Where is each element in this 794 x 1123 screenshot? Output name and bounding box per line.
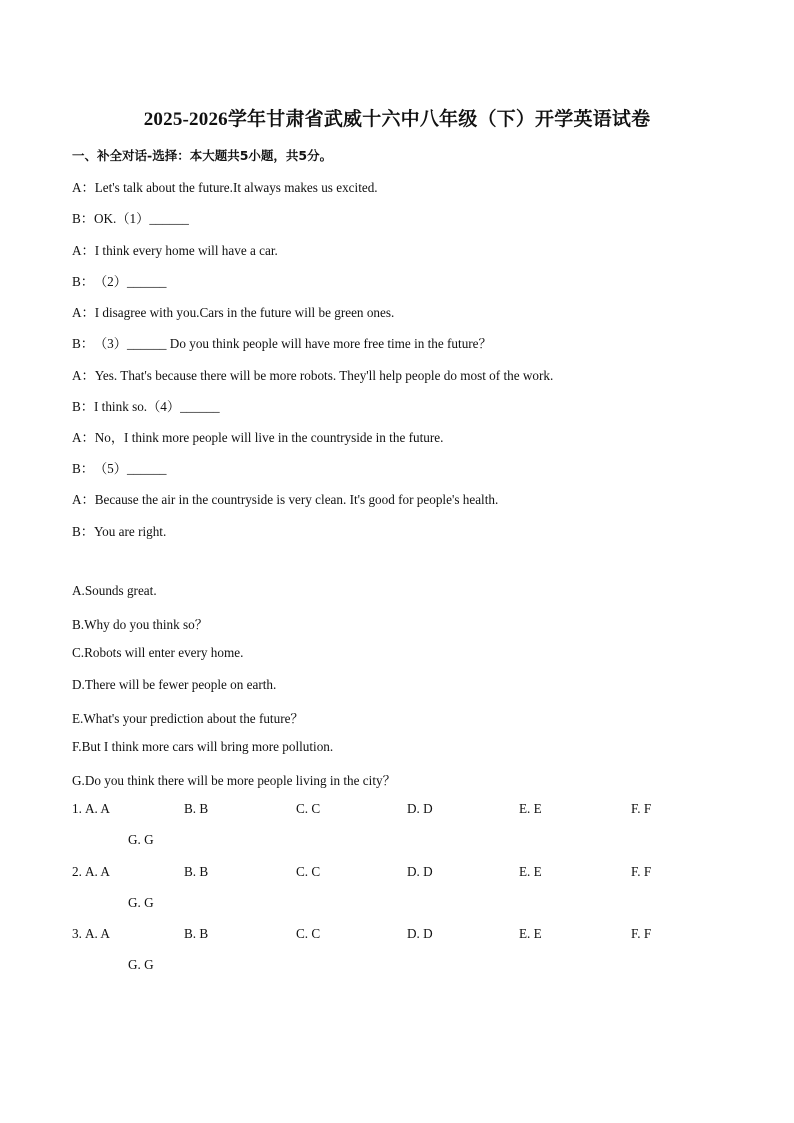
choice-option[interactable]: E. E xyxy=(519,864,542,879)
choice-option[interactable]: G. G xyxy=(128,957,154,972)
speaker-label: B： xyxy=(72,461,94,476)
choice-option[interactable]: E. E xyxy=(519,926,542,941)
dialogue-line xyxy=(72,240,278,259)
dialogue-line xyxy=(72,333,492,352)
answer-blank: ______ xyxy=(149,211,189,226)
question-number: 3. xyxy=(72,926,82,941)
speaker-label: A： xyxy=(72,305,95,320)
speaker-label: B： xyxy=(72,399,94,414)
choice-option[interactable]: A. A xyxy=(85,926,110,941)
question-row xyxy=(72,864,722,910)
dialogue-text: Let's talk about the future.It always makes us excited. xyxy=(94,180,378,195)
dialogue-text: You are right. xyxy=(93,524,167,539)
question-row xyxy=(72,926,722,972)
dialogue-text: No，I think more people will live in the countryside in the future. xyxy=(94,430,444,445)
choice-option[interactable]: D. D xyxy=(407,864,433,879)
dialogue-text: OK.（1） xyxy=(93,211,150,226)
choice-option[interactable]: A. A xyxy=(85,864,110,879)
choice-option[interactable]: B. B xyxy=(184,926,209,941)
choice-option[interactable]: D. D xyxy=(407,801,433,816)
choice-option[interactable]: F. F xyxy=(631,926,652,941)
speaker-label: B： xyxy=(72,524,94,539)
speaker-label: A： xyxy=(72,180,95,195)
answer-option: C.Robots will enter every home. xyxy=(72,645,244,660)
dialogue-line xyxy=(72,177,378,196)
answer-option: G.Do you think there will be more people living in the city？ xyxy=(72,773,396,788)
choice-option[interactable]: F. F xyxy=(631,864,652,879)
dialogue-text: I think so.（4） xyxy=(93,399,181,414)
choice-option[interactable]: C. C xyxy=(296,801,321,816)
dialogue-line xyxy=(72,208,189,227)
answer-blank: ______ xyxy=(180,399,220,414)
choice-option[interactable]: C. C xyxy=(296,864,321,879)
question-number: 2. xyxy=(72,864,82,879)
choice-option[interactable]: B. B xyxy=(184,801,209,816)
speaker-label: B： xyxy=(72,336,94,351)
dialogue-text: （5） xyxy=(93,461,127,476)
dialogue-text: I think every home will have a car. xyxy=(94,243,278,258)
question-row xyxy=(72,801,722,847)
dialogue-line xyxy=(72,271,167,290)
speaker-label: A： xyxy=(72,430,95,445)
speaker-label: B： xyxy=(72,274,94,289)
answer-option: E.What's your prediction about the future？ xyxy=(72,711,304,726)
dialogue-line xyxy=(72,489,498,508)
answer-option: F.But I think more cars will bring more pollution. xyxy=(72,739,334,754)
question-number: 1. xyxy=(72,801,82,816)
speaker-label: A： xyxy=(72,368,95,383)
choice-option[interactable]: D. D xyxy=(407,926,433,941)
exam-title: 2025-2026学年甘肃省武威十六中八年级（下）开学英语试卷 xyxy=(143,109,651,130)
choice-option[interactable]: B. B xyxy=(184,864,209,879)
answer-option: D.There will be fewer people on earth. xyxy=(72,677,277,692)
section-heading: 一、补全对话-选择：本大题共5小题，共5分。 xyxy=(72,148,333,163)
dialogue-line xyxy=(72,521,166,540)
speaker-label: A： xyxy=(72,492,95,507)
answer-option: A.Sounds great. xyxy=(72,583,157,598)
dialogue-line xyxy=(72,396,220,415)
answer-blank: ______ xyxy=(126,461,167,476)
dialogue-text: Because the air in the countryside is very clean. It's good for people's health. xyxy=(94,492,499,507)
choice-option[interactable]: G. G xyxy=(128,832,154,847)
dialogue-text: Yes. That's because there will be more robots. They'll help people do most of the work. xyxy=(94,368,554,383)
answer-option: B.Why do you think so？ xyxy=(72,617,208,632)
dialogue-line xyxy=(72,427,443,446)
speaker-label: A： xyxy=(72,243,95,258)
choice-option[interactable]: C. C xyxy=(296,926,321,941)
choice-option[interactable]: A. A xyxy=(85,801,110,816)
dialogue-line xyxy=(72,458,167,477)
dialogue-line xyxy=(72,302,394,321)
choice-option[interactable]: F. F xyxy=(631,801,652,816)
answer-blank: ______ xyxy=(126,274,167,289)
choice-option[interactable]: E. E xyxy=(519,801,542,816)
dialogue-text: （3）______ Do you think people will have more free time in the future？ xyxy=(93,336,492,351)
dialogue-line xyxy=(72,365,553,384)
dialogue-text: I disagree with you.Cars in the future will be green ones. xyxy=(94,305,395,320)
choice-option[interactable]: G. G xyxy=(128,895,154,910)
speaker-label: B： xyxy=(72,211,94,226)
dialogue-text: （2） xyxy=(93,274,127,289)
